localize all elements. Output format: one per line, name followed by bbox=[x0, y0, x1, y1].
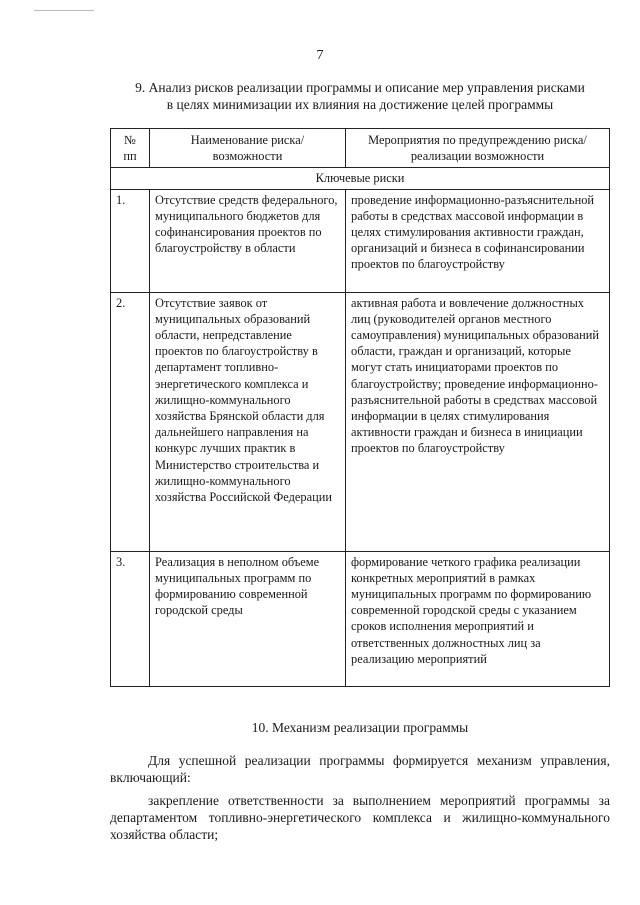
header-risk: Наименование риска/ возможности bbox=[150, 129, 346, 168]
row-measures: активная работа и вовлечение должностных лиц (руководителей органов местного самоуправления) муниципальных образований области, граждан и организаций, которые могут стать инициаторами проектов по благоустройству; проведение информационно-разъяснительной работы в средствах массовой информации в целях стимулирования активности граждан и бизнеса в инициации проектов по благоустройству bbox=[346, 292, 610, 551]
row-number: 2. bbox=[111, 292, 150, 551]
section-9-heading bbox=[100, 79, 620, 113]
risk-table bbox=[110, 128, 610, 687]
row-measures: проведение информационно-разъяснительной работы в средствах массовой информации в целях стимулирования активности граждан, организаций и бизнеса в софинансировании проектов по благоустройству bbox=[346, 189, 610, 292]
paragraph-intro: Для успешной реализации программы формируется механизм управления, включающий: bbox=[110, 753, 610, 785]
row-risk: Отсутствие заявок от муниципальных образований области, непредставление проектов по благоустройству в департамент топливно-энергетического комплекса и жилищно-коммунального хозяйства Брянской области для дальнейшего направления на конкурс лучших практик в Министерство строительства и жилищно-коммунального хозяйства Российской Федерации bbox=[150, 292, 346, 551]
row-number: 3. bbox=[111, 551, 150, 686]
section-10-heading: 10. Механизм реализации программы bbox=[251, 720, 469, 735]
table-header-row bbox=[111, 129, 610, 168]
section-9-title-line2: в целях минимизации их влияния на достижение целей программы bbox=[166, 97, 554, 112]
row-risk: Реализация в неполном объеме муниципальных программ по формированию современной городской среды bbox=[150, 551, 346, 686]
section-label-key-risks: Ключевые риски bbox=[111, 168, 610, 189]
page-number: 7 bbox=[316, 48, 324, 63]
row-number: 1. bbox=[111, 189, 150, 292]
row-risk: Отсутствие средств федерального, муниципального бюджетов для софинансирования проектов по благоустройству в области bbox=[150, 189, 346, 292]
row-measures: формирование четкого графика реализации конкретных мероприятий в рамках муниципальных программ по формированию современной городской среды с указанием сроков исполнения мероприятий и ответственных должностных лиц за реализацию мероприятий bbox=[346, 551, 610, 686]
header-number: № пп bbox=[111, 129, 150, 168]
table-row bbox=[111, 551, 610, 686]
table-row bbox=[111, 189, 610, 292]
header-measures: Мероприятия по предупреждению риска/реализации возможности bbox=[346, 129, 610, 168]
table-section-row bbox=[111, 168, 610, 189]
scan-mark bbox=[34, 10, 94, 11]
section-9-title-line1: 9. Анализ рисков реализации программы и описание мер управления рисками bbox=[135, 80, 585, 95]
paragraph-responsibility: закрепление ответственности за выполнением мероприятий программы за департаментом топливно-энергетического комплекса и жилищно-коммунального хозяйства области; bbox=[110, 793, 610, 842]
table-row bbox=[111, 292, 610, 551]
